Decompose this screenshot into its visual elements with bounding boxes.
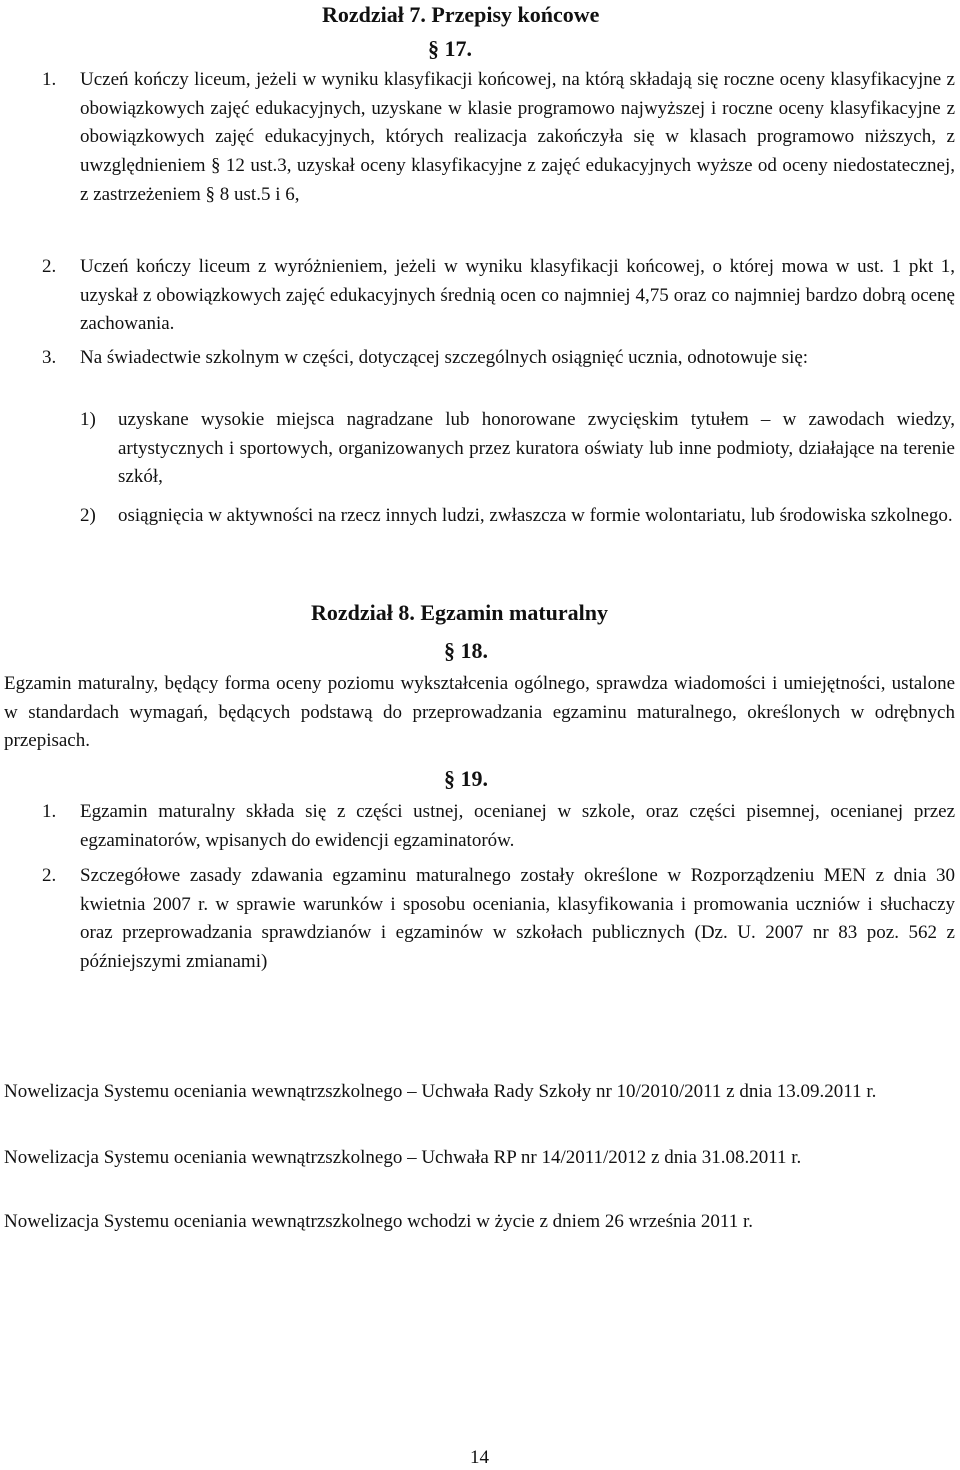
ch7-item-1: Uczeń kończy liceum, jeżeli w wyniku klasyfikacji końcowej, na którą składają się roczne oceny klasyfikacyjne z obowiązkowych zajęć edukacyjnych, uzyskane w klasie programowo najwyższej i roczne oceny klasyfikacyjne z obowiązkowych zajęć edukacyjnych, których realizacja zakończyła się w klasach programowo niższych, z uwzględnieniem § 12 ust.3, uzyskał oceny klasyfikacyjne z zajęć edukacyjnych wyższe od oceny niedostatecznej, z zastrzeżeniem § 8 ust.5 i 6, xyxy=(80,69,955,205)
item-number: 1. xyxy=(42,801,57,822)
page-number: 14 xyxy=(470,1447,489,1468)
ch7-item-3: Na świadectwie szkolnym w części, dotyczącej szczególnych osiągnięć ucznia, odnotowuje się: xyxy=(80,347,809,368)
section-18-heading: § 18. xyxy=(444,638,488,663)
amendment-note-2: Nowelizacja Systemu oceniania wewnątrzszkolnego – Uchwała RP nr 14/2011/2012 z dnia 31.08.2011 r. xyxy=(4,1147,802,1168)
subitem-number: 1) xyxy=(80,409,96,430)
section-17-heading: § 17. xyxy=(428,36,472,61)
chapter-8-title: Rozdział 8. Egzamin maturalny xyxy=(311,600,608,625)
ch8-item-1: Egzamin maturalny składa się z części ustnej, ocenianej w szkole, oraz części pisemnej, ocenianej przez egzaminatorów, wpisanych do ewidencji egzaminatorów. xyxy=(80,801,955,851)
ch7-subitem-2: osiągnięcia w aktywności na rzecz innych ludzi, zwłaszcza w formie wolontariatu, lub środowiska szkolnego. xyxy=(118,505,953,526)
section-18-paragraph: Egzamin maturalny, będący forma oceny poziomu wykształcenia ogólnego, sprawdza wiadomości i umiejętności, ustalone w standardach wymagań, będących podstawą do przeprowadzania egzaminu maturalnego, określonych w odrębnych przepisach. xyxy=(4,673,955,752)
item-number: 2. xyxy=(42,865,57,886)
amendment-note-1: Nowelizacja Systemu oceniania wewnątrzszkolnego – Uchwała Rady Szkoły nr 10/2010/2011 z dnia 13.09.2011 r. xyxy=(4,1081,877,1102)
item-number: 3. xyxy=(42,347,57,368)
item-number: 1. xyxy=(42,69,57,90)
ch7-subitem-1: uzyskane wysokie miejsca nagradzane lub honorowane zwycięskim tytułem – w zawodach wiedzy, artystycznych i sportowych, organizowanych przez kuratora oświaty lub inne podmioty, działające na terenie szkół, xyxy=(118,409,955,488)
chapter-7-title: Rozdział 7. Przepisy końcowe xyxy=(322,2,600,27)
amendment-note-3: Nowelizacja Systemu oceniania wewnątrzszkolnego wchodzi w życie z dniem 26 września 2011 r. xyxy=(4,1211,754,1232)
section-19-heading: § 19. xyxy=(444,766,488,791)
subitem-number: 2) xyxy=(80,505,96,526)
ch8-item-2: Szczegółowe zasady zdawania egzaminu maturalnego zostały określone w Rozporządzeniu MEN z dnia 30 kwietnia 2007 r. w sprawie warunków i sposobu oceniania, klasyfikowania i promowania uczniów i słuchaczy oraz przeprowadzania sprawdzianów i egzaminów w szkołach publicznych (Dz. U. 2007 nr 83 poz. 562 z późniejszymi zmianami) xyxy=(80,865,955,973)
ch7-item-2: Uczeń kończy liceum z wyróżnieniem, jeżeli w wyniku klasyfikacji końcowej, o której mowa w ust. 1 pkt 1, uzyskał z obowiązkowych zajęć edukacyjnych średnią ocen co najmniej 4,75 oraz co najmniej bardzo dobrą ocenę zachowania. xyxy=(80,256,955,335)
item-number: 2. xyxy=(42,256,57,277)
